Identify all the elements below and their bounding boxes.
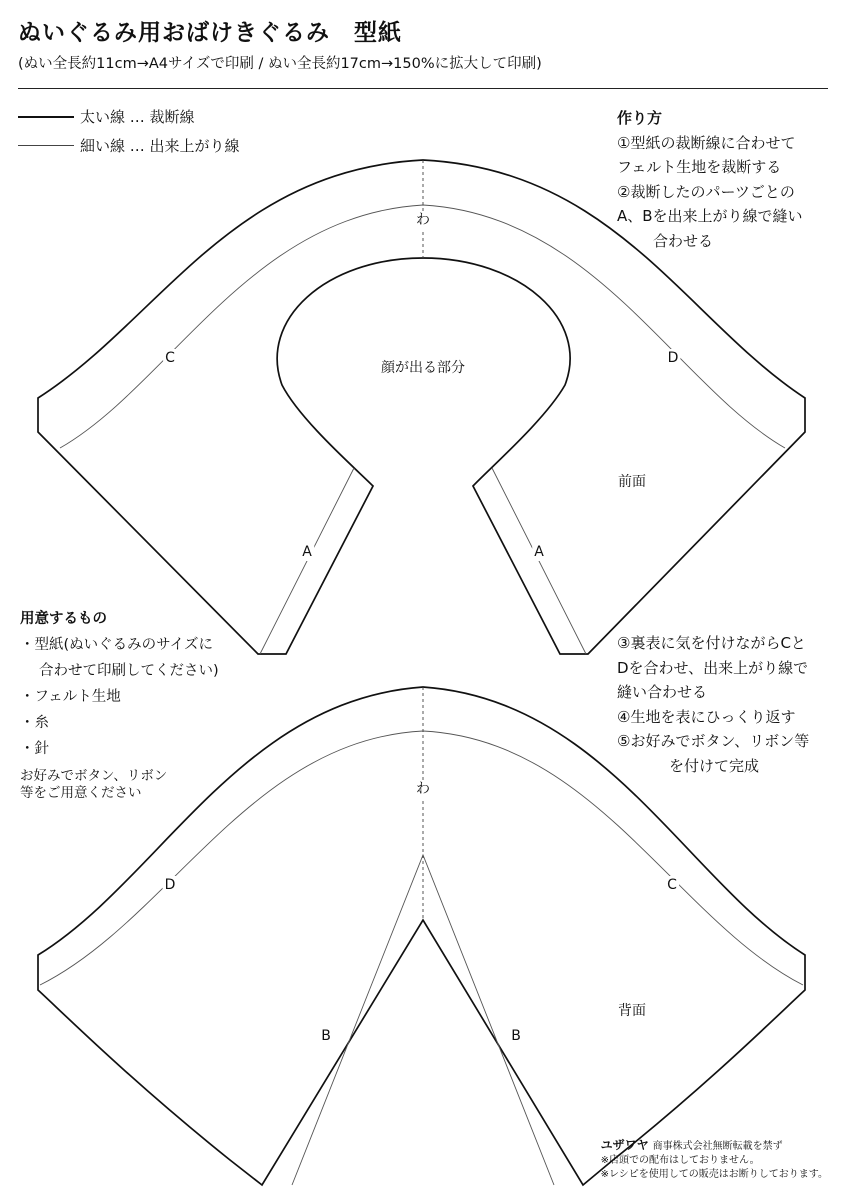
materials-note: お好みでボタン、リボン等をご用意ください (20, 768, 168, 801)
print-size-note: (ぬい全長約11cm→A4サイズで印刷 / ぬい全長約17cm→150%に拡大して印刷) (18, 56, 542, 72)
materials-heading: 用意するもの (20, 611, 107, 627)
front-sew-line (60, 205, 785, 654)
front-edge-label-right: D (667, 350, 679, 366)
face-opening-label: 顔が出る部分 (381, 360, 465, 376)
instruction-line: 縫い合わせる (617, 683, 708, 701)
instruction-line: A、Bを出来上がり線で縫い (617, 207, 803, 225)
instructions-heading: 作り方 (617, 109, 663, 127)
instruction-line: 合わせる (653, 231, 714, 250)
instruction-line: ②裁断したのパーツごとの (617, 182, 795, 201)
back-edge-label-left: D (164, 877, 176, 893)
legend-sew-line-label: 細い線 … 出来上がり線 (80, 137, 240, 155)
instruction-line: フェルト生地を裁断する (617, 158, 782, 176)
copyright-line: ※レシピを使用しての販売はお断りしております。 (600, 1169, 828, 1180)
materials-item: ・針 (20, 741, 49, 757)
front-cut-outline (38, 160, 805, 654)
brand-logo: ユザワヤ (600, 1138, 649, 1152)
front-part-name: 前面 (618, 474, 646, 490)
instruction-line: ④生地を表にひっくり返す (617, 707, 796, 726)
instruction-line: Dを合わせ、出来上がり線で (617, 658, 809, 677)
page-title: ぬいぐるみ用おばけきぐるみ 型紙 (18, 20, 402, 46)
materials-item: ・糸 (20, 715, 49, 731)
back-seam-label-right: B (511, 1028, 521, 1044)
materials-item: 合わせて印刷してください) (39, 663, 219, 679)
copyright-line: ※店頭での配布はしておりません。 (600, 1155, 760, 1166)
front-seam-label-right: A (534, 544, 544, 560)
materials-item: ・フェルト生地 (20, 689, 121, 705)
instruction-line: ⑤お好みでボタン、リボン等 (617, 732, 810, 750)
front-seam-label-left: A (302, 544, 312, 560)
instruction-line: ①型紙の裁断線に合わせて (617, 133, 796, 152)
front-pattern-piece (38, 160, 805, 654)
back-pattern-piece (38, 687, 805, 1185)
front-edge-label-left: C (165, 350, 175, 366)
instruction-line: を付けて完成 (669, 756, 760, 775)
back-edge-label-right: C (667, 877, 677, 893)
materials-item: ・型紙(ぬいぐるみのサイズに (20, 637, 213, 653)
copyright-footer (601, 1138, 828, 1182)
instruction-line: ③裏表に気を付けながらCと (617, 634, 806, 652)
copyright-line: 商事株式会社無断転載を禁ず (652, 1141, 783, 1152)
legend-cut-line-label: 太い線 … 裁断線 (80, 108, 195, 126)
back-seam-label-left: B (321, 1028, 331, 1044)
back-sew-line (40, 731, 803, 1185)
front-fold-label: わ (416, 212, 430, 228)
back-fold-label: わ (416, 781, 430, 797)
back-part-name: 背面 (618, 1003, 646, 1019)
back-cut-outline (38, 687, 805, 1185)
pattern-labels (163, 211, 681, 1045)
